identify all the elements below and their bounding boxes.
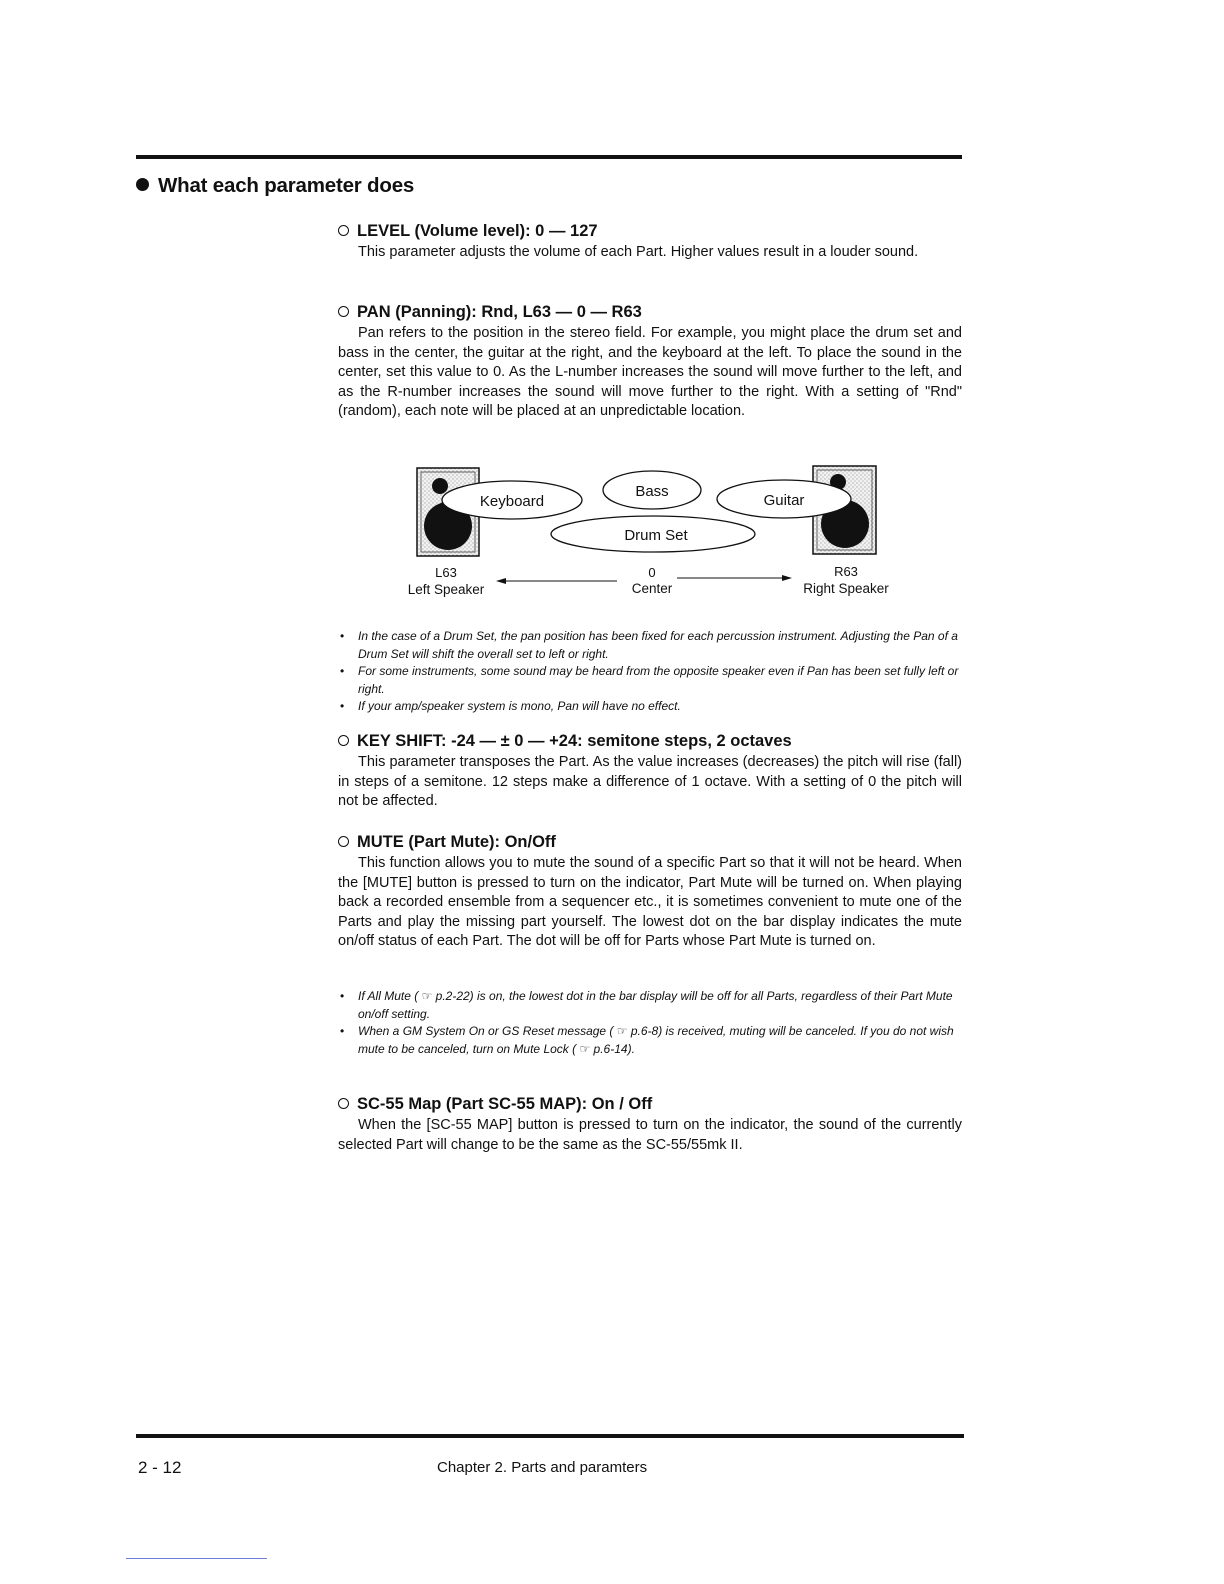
right-arrow bbox=[677, 575, 792, 581]
top-rule bbox=[136, 155, 962, 159]
corner-line bbox=[126, 1558, 267, 1559]
drum-set-label: Drum Set bbox=[624, 527, 688, 544]
section-mute-body: This function allows you to mute the sound of a specific Part so that it will not be heard. When the [MUTE] button is pressed to turn on the indicator, Part Mute will be turned on. When playing back a recorded ensemble from a sequencer etc., it is sometimes convenient to mute one of the Parts and play the missing part yourself. The lowest dot on the bar display indicates the mute on/off status of each Part. The dot will be off for Parts whose Part Mute is turned on. bbox=[338, 855, 962, 950]
note-item: • If your amp/speaker system is mono, Pan will have no effect. bbox=[340, 699, 681, 713]
section-key-shift-title: KEY SHIFT: -24 — ± 0 — +24: semitone steps, 2 octaves bbox=[338, 731, 962, 751]
section-pan bbox=[338, 302, 962, 422]
keyboard-label: Keyboard bbox=[479, 493, 545, 510]
section-mute-title: MUTE (Part Mute): On/Off bbox=[338, 832, 962, 852]
page-heading bbox=[136, 174, 414, 198]
ring-bullet-icon bbox=[338, 836, 349, 847]
section-sc55-body: When the [SC-55 MAP] button is pressed to turn on the indicator, the sound of the currently selected Part will change to be the same as the SC-55/55mk II. bbox=[338, 1117, 962, 1153]
center-label: Center bbox=[631, 581, 673, 596]
note-item: • If All Mute ( ☞ p.2-22) is on, the lowest dot in the bar display will be off for all Parts, regardless of their Part Mute on/off setting. bbox=[340, 989, 953, 1021]
section-pan-body: Pan refers to the position in the stereo field. For example, you might place the drum set and bass in the center, the guitar at the right, and the keyboard at the left. To place the sound in the center, set this value to 0. As the L-number increases the sound will move further to the left, and as the R-number increases the sound will move further to the right. With a setting of "Rnd" (random), each note will be placed at an unpredictable location. bbox=[338, 325, 962, 420]
ring-bullet-icon bbox=[338, 306, 349, 317]
section-sc55-title: SC-55 Map (Part SC-55 MAP): On / Off bbox=[338, 1094, 962, 1114]
section-sc55 bbox=[338, 1094, 962, 1155]
bass-label: Bass bbox=[635, 483, 669, 500]
note-item: • In the case of a Drum Set, the pan position has been fixed for each percussion instrument. Adjusting the Pan of a Drum Set will shift the overall set to left or right. bbox=[340, 629, 958, 661]
chapter-title: Chapter 2. Parts and paramters bbox=[437, 1459, 648, 1476]
ring-bullet-icon bbox=[338, 735, 349, 746]
page-heading-text: What each parameter does bbox=[158, 174, 415, 197]
section-level bbox=[338, 221, 962, 263]
page-number: 2 - 12 bbox=[138, 1458, 182, 1477]
left-speaker-label: Left Speaker bbox=[407, 582, 485, 597]
footer-rule bbox=[136, 1434, 964, 1438]
left-arrow bbox=[496, 578, 617, 584]
note-item: • When a GM System On or GS Reset message ( ☞ p.6-8) is received, muting will be canceled. If you do not wish mute to be canceled, turn on Mute Lock ( ☞ p.6-14). bbox=[340, 1024, 954, 1056]
ring-bullet-icon bbox=[338, 225, 349, 236]
bullet-dot-icon bbox=[136, 178, 149, 191]
right-value: R63 bbox=[834, 564, 858, 579]
section-level-title: LEVEL (Volume level): 0 — 127 bbox=[338, 221, 962, 241]
section-pan-title: PAN (Panning): Rnd, L63 — 0 — R63 bbox=[338, 302, 962, 322]
right-speaker-label: Right Speaker bbox=[803, 581, 889, 596]
center-value: 0 bbox=[648, 565, 656, 580]
pan-diagram bbox=[400, 462, 900, 602]
pan-notes bbox=[338, 628, 962, 716]
section-level-body: This parameter adjusts the volume of each Part. Higher values result in a louder sound. bbox=[358, 244, 919, 260]
note-item: • For some instruments, some sound may be heard from the opposite speaker even if Pan has been set fully left or right. bbox=[340, 664, 959, 696]
section-mute bbox=[338, 832, 962, 952]
left-value: L63 bbox=[435, 565, 457, 580]
mute-notes bbox=[338, 988, 962, 1058]
section-key-shift bbox=[338, 731, 962, 812]
ring-bullet-icon bbox=[338, 1098, 349, 1109]
guitar-label: Guitar bbox=[763, 492, 805, 509]
section-key-shift-body: This parameter transposes the Part. As the value increases (decreases) the pitch will rise (fall) in steps of a semitone. 12 steps make a difference of 1 octave. With a setting of 0 the pitch will not be affected. bbox=[338, 754, 962, 810]
